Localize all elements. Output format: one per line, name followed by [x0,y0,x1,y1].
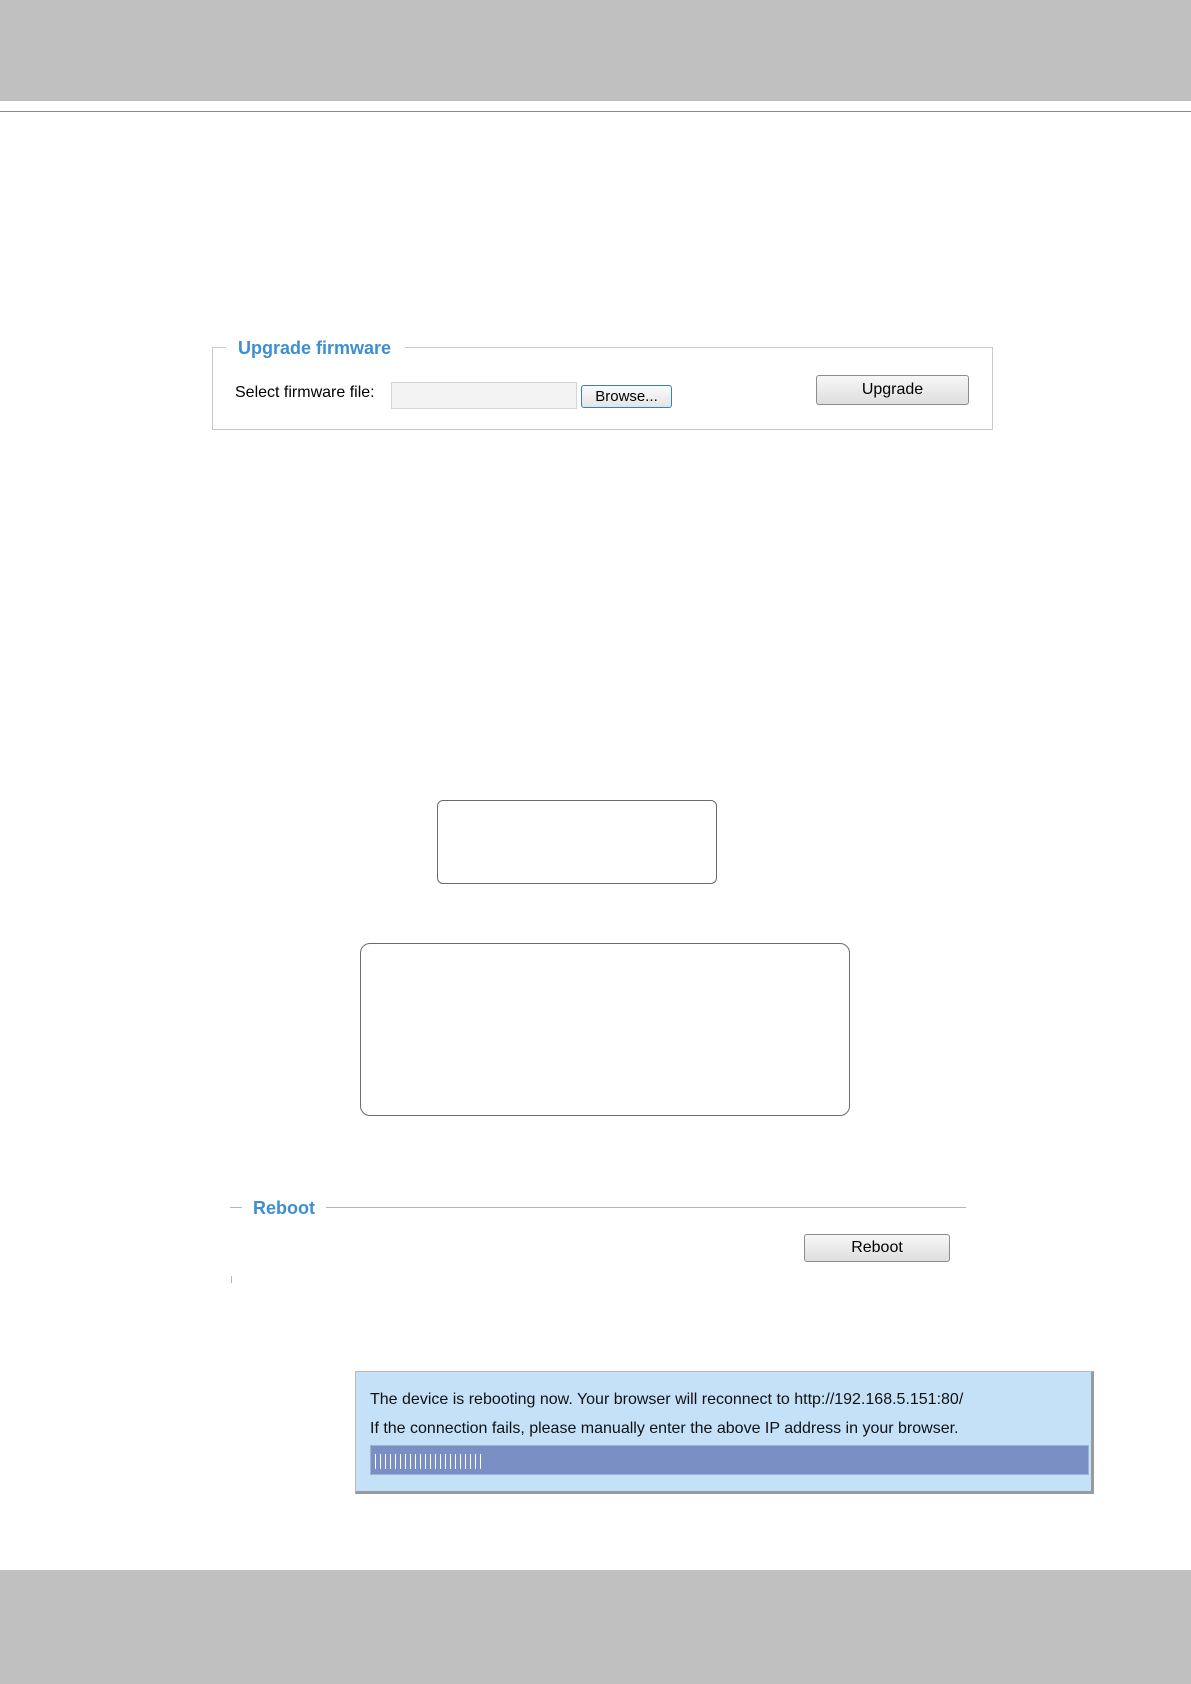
firmware-file-input[interactable] [391,382,577,409]
reboot-progress-fill [375,1454,481,1469]
blank-dialog-small [437,800,717,884]
browse-button[interactable]: Browse... [581,385,672,408]
upgrade-button[interactable]: Upgrade [816,375,969,405]
upgrade-firmware-title: Upgrade firmware [226,336,405,360]
reboot-button[interactable]: Reboot [804,1234,950,1262]
reboot-status-panel [355,1371,1094,1494]
reboot-title: Reboot [253,1198,315,1218]
reboot-progress-bar [370,1445,1089,1475]
header-band [0,0,1191,101]
reboot-group-border-left [230,1207,242,1208]
reboot-group-border-bottom [231,1276,232,1283]
footer-band [0,1570,1191,1684]
firmware-file-label: Select firmware file: [235,384,375,401]
reboot-status-line-2: If the connection fails, please manually enter the above IP address in your browser. [370,1420,959,1437]
reboot-status-line-1: The device is rebooting now. Your browser will reconnect to http://192.168.5.151:80/ [370,1391,964,1408]
reboot-group-border-top [326,1207,966,1208]
blank-dialog-large [360,943,850,1116]
header-divider [0,111,1191,112]
